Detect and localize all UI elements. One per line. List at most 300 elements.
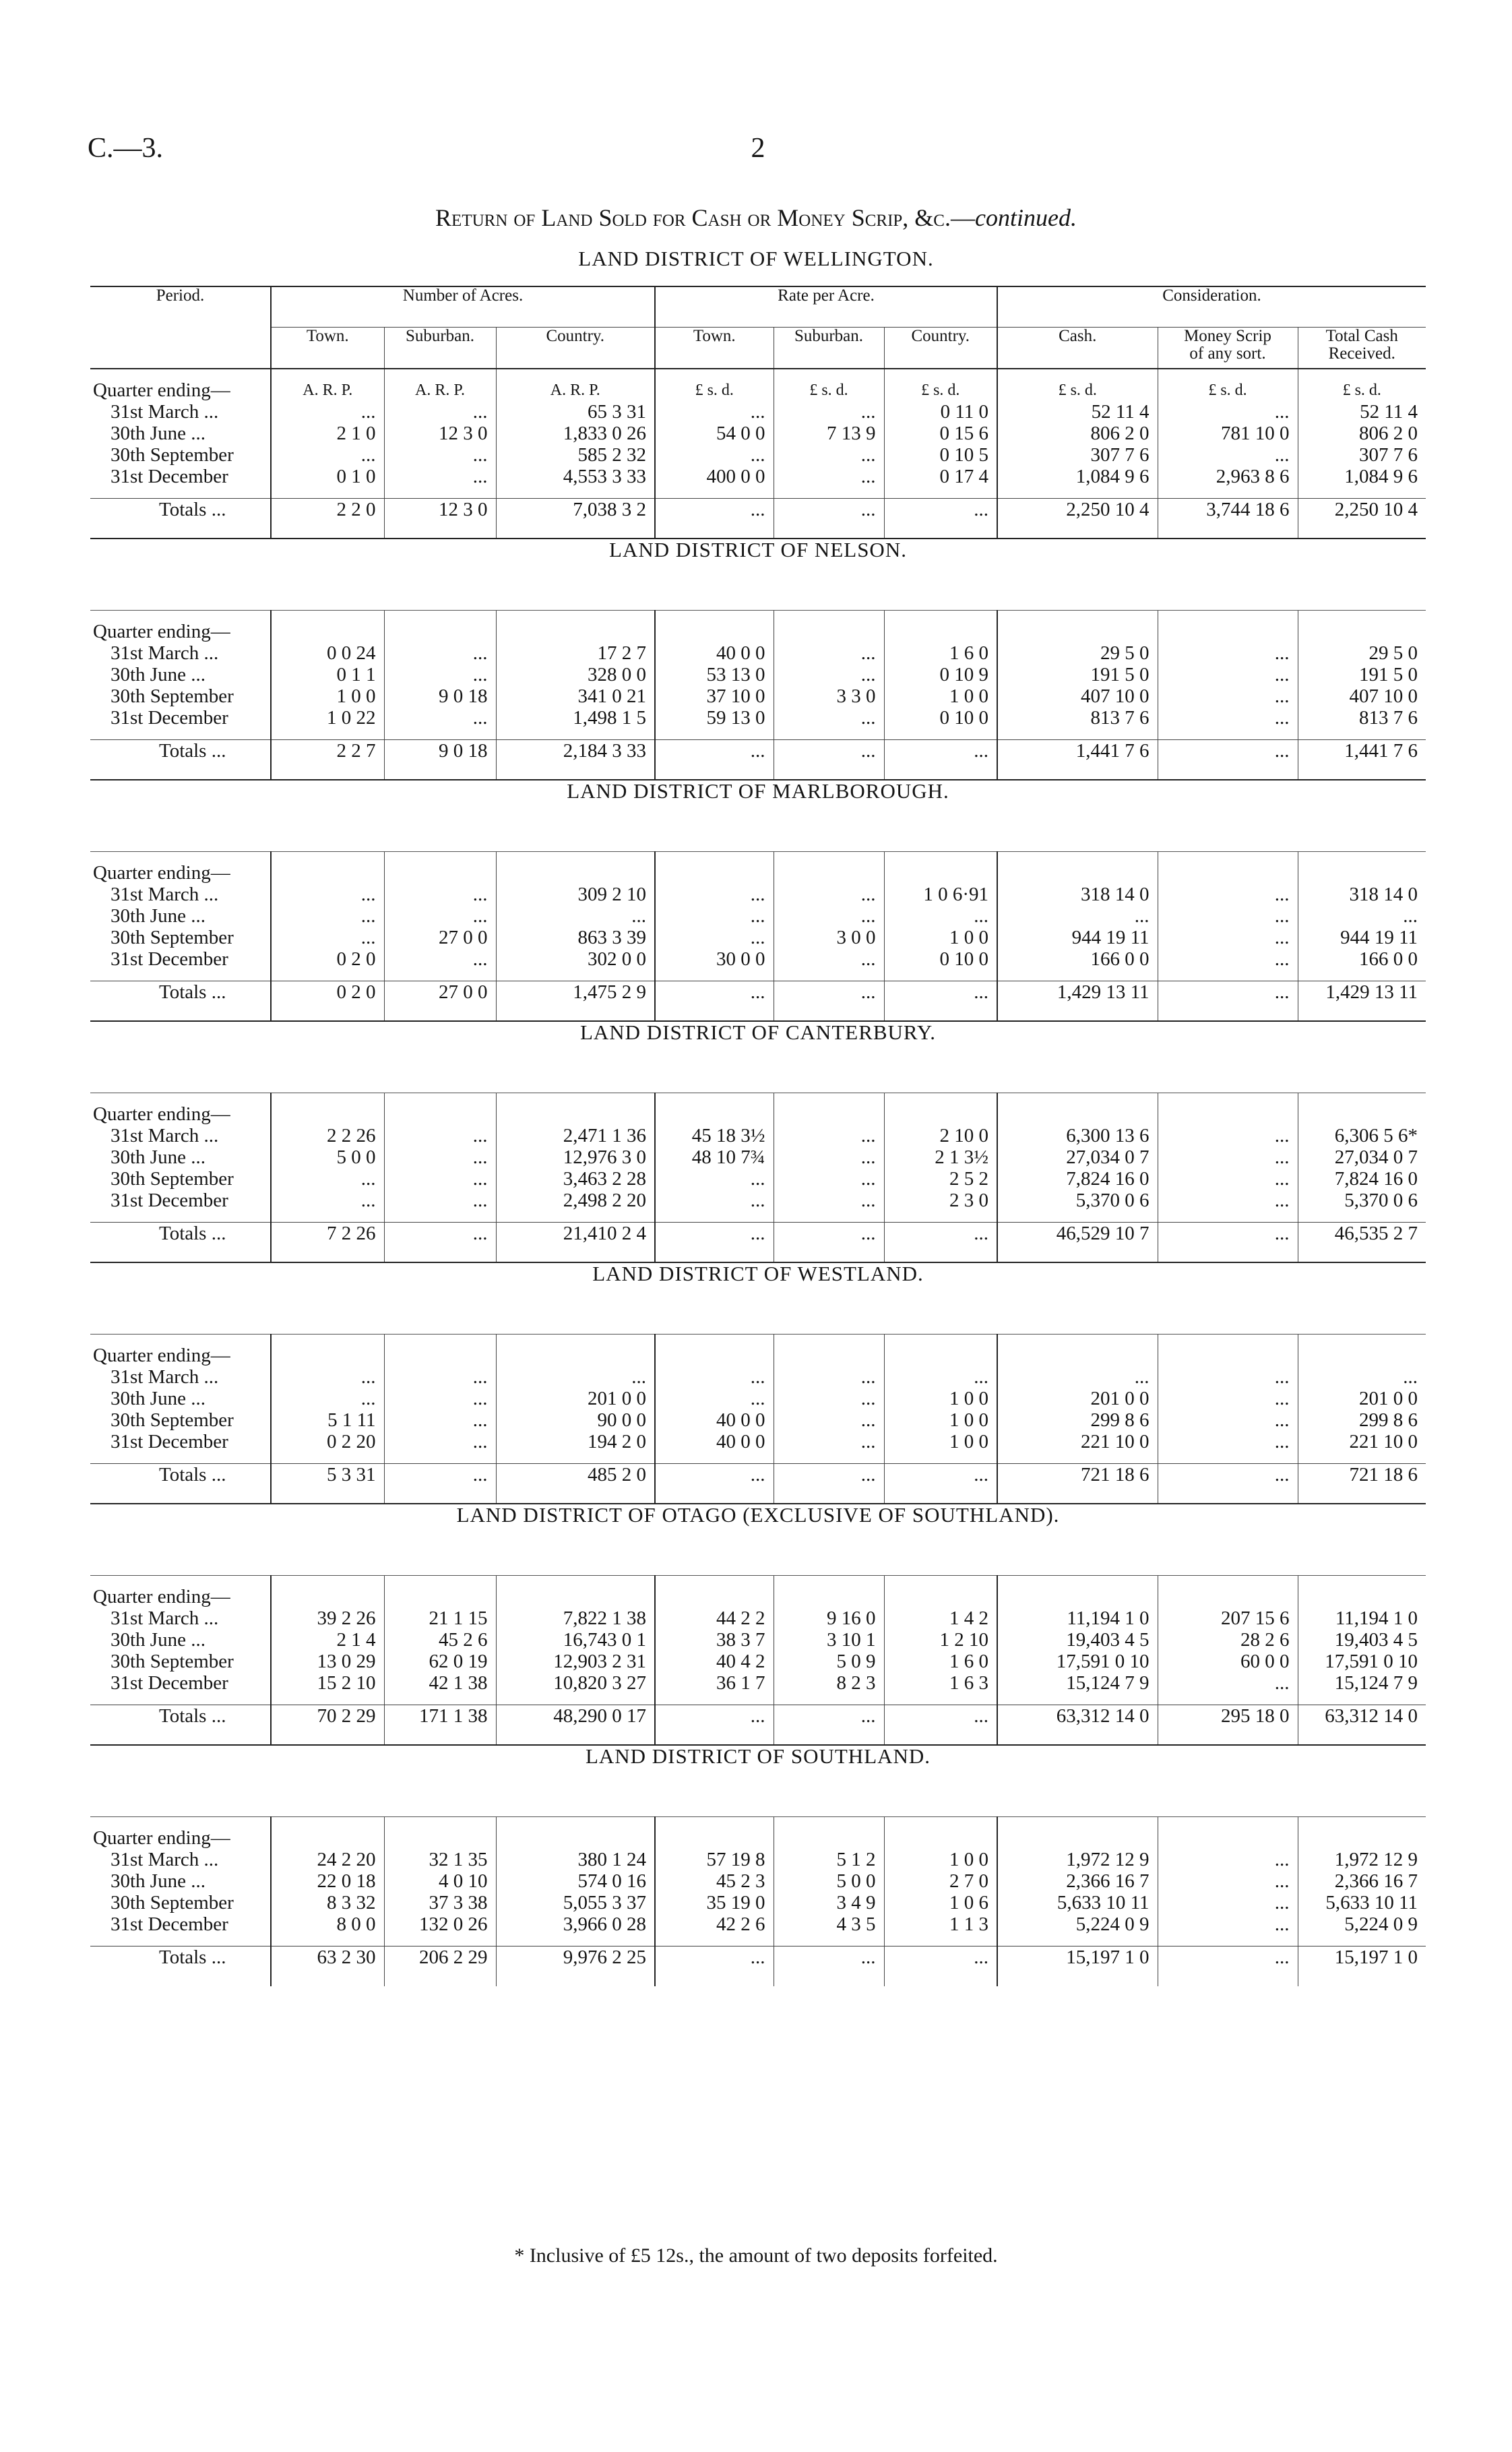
- period-cell: 30th September: [111, 927, 234, 948]
- table-row: [90, 1870, 1426, 1892]
- totals-label: Totals ...: [90, 1463, 271, 1504]
- spacer-cell: [90, 851, 271, 862]
- totals-cell: 63,312 14 0: [997, 1705, 1158, 1745]
- value-cell: 5,370 0 6: [1298, 1190, 1426, 1211]
- district-heading: LAND DISTRICT OF NELSON.: [90, 539, 1426, 610]
- total-line-2: Received.: [1328, 344, 1395, 363]
- value-cell: 3,966 0 28: [496, 1913, 655, 1935]
- value-cell: ...: [1158, 927, 1298, 948]
- scrip-line-1: Money Scrip: [1184, 327, 1271, 345]
- spacer-cell: [774, 729, 884, 739]
- value-cell: 341 0 21: [496, 685, 655, 707]
- value-cell: ...: [384, 905, 496, 927]
- quarter-heading-row: [90, 1586, 1426, 1607]
- period-cell: 30th June ...: [111, 1146, 206, 1168]
- spacer-cell: [90, 1575, 271, 1586]
- value-cell: 5 0 9: [774, 1651, 884, 1672]
- value-cell: 407 10 0: [997, 685, 1158, 707]
- spacer-cell: [271, 1935, 384, 1946]
- value-cell: ...: [1158, 1849, 1298, 1870]
- value-cell: 40 0 0: [655, 1409, 774, 1431]
- value-cell: 3 10 1: [774, 1629, 884, 1651]
- value-cell: 5 0 0: [271, 1146, 384, 1168]
- value-cell: 194 2 0: [496, 1431, 655, 1452]
- page-header: [88, 132, 1428, 173]
- value-cell: 944 19 11: [997, 927, 1158, 948]
- page-number: 2: [751, 133, 765, 164]
- spacer-cell: [90, 1452, 271, 1463]
- value-cell: 299 8 6: [1298, 1409, 1426, 1431]
- table-row: [90, 664, 1426, 685]
- spacer-cell: [384, 487, 496, 498]
- quarter-heading: Quarter ending—: [93, 621, 230, 642]
- value-cell: 12 3 0: [384, 423, 496, 444]
- value-cell: 0 10 9: [884, 664, 997, 685]
- totals-cell: ...: [1158, 739, 1298, 780]
- spacer-cell: [90, 1334, 271, 1345]
- totals-cell: ...: [1158, 981, 1298, 1021]
- spacer-cell: [1158, 851, 1298, 862]
- spacer-cell: [997, 1935, 1158, 1946]
- value-cell: 29 5 0: [997, 642, 1158, 664]
- totals-cell: 9 0 18: [384, 739, 496, 780]
- value-cell: 5,633 10 11: [1298, 1892, 1426, 1913]
- totals-label: Totals ...: [90, 1222, 271, 1262]
- column-header-suburban: Suburban.: [774, 327, 884, 369]
- spacer-cell: [1158, 1211, 1298, 1222]
- totals-cell: ...: [884, 739, 997, 780]
- title-main: Return of Land Sold for Cash or Money Scrip, &c.—: [435, 204, 975, 231]
- page-reference: C.—3.: [88, 133, 164, 164]
- spacer-cell: [496, 1211, 655, 1222]
- table-row: [90, 1146, 1426, 1168]
- value-cell: 28 2 6: [1158, 1629, 1298, 1651]
- district-heading-row: [90, 1504, 1426, 1575]
- period-cell: 30th June ...: [111, 1388, 206, 1409]
- value-cell: 5,370 0 6: [997, 1190, 1158, 1211]
- totals-cell: 2,250 10 4: [997, 498, 1158, 539]
- value-cell: 328 0 0: [496, 664, 655, 685]
- value-cell: 2,963 8 6: [1158, 466, 1298, 487]
- unit-label: [997, 1103, 1158, 1125]
- value-cell: 5 1 2: [774, 1849, 884, 1870]
- value-cell: ...: [774, 1388, 884, 1409]
- value-cell: ...: [774, 905, 884, 927]
- table-row: [90, 1651, 1426, 1672]
- period-cell: 31st December: [111, 1672, 228, 1694]
- unit-label: [271, 1586, 384, 1607]
- totals-cell: ...: [655, 981, 774, 1021]
- value-cell: 806 2 0: [1298, 423, 1426, 444]
- spacer-cell: [884, 1093, 997, 1103]
- period-cell: 31st March ...: [111, 1607, 219, 1629]
- value-cell: 3,463 2 28: [496, 1168, 655, 1190]
- totals-cell: 48,290 0 17: [496, 1705, 655, 1745]
- quarter-heading-row: [90, 1345, 1426, 1366]
- value-cell: ...: [1298, 905, 1426, 927]
- district-heading-row: [90, 539, 1426, 610]
- period-cell: 30th June ...: [111, 905, 206, 927]
- quarter-heading: Quarter ending—: [93, 1827, 230, 1849]
- value-cell: 0 11 0: [884, 401, 997, 423]
- unit-label: [1158, 621, 1298, 642]
- totals-cell: ...: [384, 1222, 496, 1262]
- value-cell: 12,903 2 31: [496, 1651, 655, 1672]
- unit-label: [655, 1345, 774, 1366]
- value-cell: ...: [384, 1125, 496, 1146]
- spacer-cell: [774, 1816, 884, 1827]
- spacer-cell: [1158, 1575, 1298, 1586]
- header-row-groups: [90, 286, 1426, 327]
- period-cell: 31st March ...: [111, 1849, 219, 1870]
- spacer-cell: [1298, 1334, 1426, 1345]
- table-row: [90, 1409, 1426, 1431]
- totals-cell: 46,535 2 7: [1298, 1222, 1426, 1262]
- totals-cell: 485 2 0: [496, 1463, 655, 1504]
- value-cell: 1 0 0: [884, 685, 997, 707]
- totals-cell: 21,410 2 4: [496, 1222, 655, 1262]
- unit-label: [655, 1103, 774, 1125]
- value-cell: ...: [271, 444, 384, 466]
- unit-label: [884, 1345, 997, 1366]
- spacer-cell: [1158, 729, 1298, 739]
- total-line-1: Total Cash: [1325, 327, 1398, 345]
- spacer-cell: [774, 1334, 884, 1345]
- totals-cell: ...: [384, 1463, 496, 1504]
- totals-cell: ...: [774, 498, 884, 539]
- spacer-cell: [655, 1334, 774, 1345]
- totals-cell: 7,038 3 2: [496, 498, 655, 539]
- value-cell: ...: [496, 1366, 655, 1388]
- totals-cell: ...: [884, 1463, 997, 1504]
- unit-label: [997, 862, 1158, 884]
- value-cell: ...: [384, 1168, 496, 1190]
- totals-row: [90, 1222, 1426, 1262]
- value-cell: 17,591 0 10: [997, 1651, 1158, 1672]
- value-cell: 48 10 7¾: [655, 1146, 774, 1168]
- period-cell: 31st December: [111, 1431, 228, 1452]
- spacer-cell: [496, 1816, 655, 1827]
- value-cell: ...: [496, 905, 655, 927]
- spacer-cell: [1298, 1816, 1426, 1827]
- district-heading: LAND DISTRICT OF OTAGO (EXCLUSIVE OF SOUTHLAND).: [90, 1504, 1426, 1575]
- spacer-cell: [496, 1935, 655, 1946]
- spacer-cell: [271, 1334, 384, 1345]
- value-cell: 9 0 18: [384, 685, 496, 707]
- spacer-cell: [884, 1211, 997, 1222]
- table-row: [90, 444, 1426, 466]
- value-cell: 2 1 3½: [884, 1146, 997, 1168]
- spacer-cell: [271, 851, 384, 862]
- value-cell: 1 0 0: [271, 685, 384, 707]
- column-header-town: Town.: [655, 327, 774, 369]
- value-cell: 0 2 0: [271, 948, 384, 970]
- district-heading-row: [90, 1745, 1426, 1816]
- column-header-town: Town.: [271, 327, 384, 369]
- unit-label: [271, 1103, 384, 1125]
- value-cell: ...: [384, 401, 496, 423]
- value-cell: 1 2 10: [884, 1629, 997, 1651]
- value-cell: 1 4 2: [884, 1607, 997, 1629]
- spacer-row: [90, 1935, 1426, 1946]
- unit-label: [1298, 1586, 1426, 1607]
- value-cell: 318 14 0: [1298, 884, 1426, 905]
- value-cell: 309 2 10: [496, 884, 655, 905]
- value-cell: ...: [1158, 401, 1298, 423]
- value-cell: ...: [774, 444, 884, 466]
- value-cell: 201 0 0: [496, 1388, 655, 1409]
- value-cell: ...: [655, 444, 774, 466]
- spacer-cell: [997, 970, 1158, 981]
- value-cell: 5 1 11: [271, 1409, 384, 1431]
- value-cell: ...: [384, 1431, 496, 1452]
- spacer-cell: [655, 851, 774, 862]
- value-cell: 0 1 1: [271, 664, 384, 685]
- value-cell: 0 2 20: [271, 1431, 384, 1452]
- quarter-heading: Quarter ending—: [93, 862, 230, 884]
- period-cell: 31st March ...: [111, 1366, 219, 1388]
- value-cell: 17,591 0 10: [1298, 1651, 1426, 1672]
- spacer-cell: [884, 610, 997, 621]
- unit-label: [384, 862, 496, 884]
- totals-row: [90, 981, 1426, 1021]
- spacer-cell: [496, 1334, 655, 1345]
- unit-label: [384, 621, 496, 642]
- value-cell: 2 10 0: [884, 1125, 997, 1146]
- value-cell: 4,553 3 33: [496, 466, 655, 487]
- table-row: [90, 1672, 1426, 1694]
- value-cell: ...: [384, 1190, 496, 1211]
- unit-label: [774, 621, 884, 642]
- period-cell: 30th June ...: [111, 1629, 206, 1651]
- table-row: [90, 1125, 1426, 1146]
- spacer-cell: [774, 1935, 884, 1946]
- value-cell: 7,824 16 0: [1298, 1168, 1426, 1190]
- value-cell: ...: [384, 948, 496, 970]
- spacer-row: [90, 970, 1426, 981]
- value-cell: ...: [1158, 1431, 1298, 1452]
- value-cell: ...: [384, 642, 496, 664]
- district-heading-row: [90, 780, 1426, 851]
- value-cell: 19,403 4 5: [997, 1629, 1158, 1651]
- spacer-cell: [655, 1575, 774, 1586]
- value-cell: 17 2 7: [496, 642, 655, 664]
- value-cell: ...: [1158, 1125, 1298, 1146]
- value-cell: 27,034 0 7: [1298, 1146, 1426, 1168]
- unit-label: [496, 862, 655, 884]
- spacer-cell: [655, 1093, 774, 1103]
- district-heading-row: [90, 1262, 1426, 1334]
- unit-label: [1298, 1103, 1426, 1125]
- value-cell: ...: [655, 905, 774, 927]
- spacer-cell: [884, 487, 997, 498]
- spacer-cell: [271, 970, 384, 981]
- spacer-cell: [997, 1093, 1158, 1103]
- totals-cell: ...: [655, 1463, 774, 1504]
- spacer-row: [90, 369, 1426, 379]
- value-cell: ...: [384, 1409, 496, 1431]
- spacer-cell: [774, 369, 884, 379]
- land-sales-table: [90, 286, 1426, 1986]
- value-cell: ...: [1158, 905, 1298, 927]
- spacer-cell: [655, 369, 774, 379]
- spacer-cell: [90, 369, 271, 379]
- unit-label: [774, 1586, 884, 1607]
- spacer-cell: [997, 610, 1158, 621]
- value-cell: ...: [1158, 642, 1298, 664]
- spacer-row: [90, 1452, 1426, 1463]
- value-cell: 4 0 10: [384, 1870, 496, 1892]
- value-cell: 781 10 0: [1158, 423, 1298, 444]
- value-cell: 38 3 7: [655, 1629, 774, 1651]
- unit-label: [655, 1586, 774, 1607]
- spacer-cell: [997, 369, 1158, 379]
- totals-cell: 721 18 6: [1298, 1463, 1426, 1504]
- column-header-suburban: Suburban.: [384, 327, 496, 369]
- value-cell: 1 1 3: [884, 1913, 997, 1935]
- totals-cell: ...: [884, 1946, 997, 1986]
- spacer-cell: [1298, 1452, 1426, 1463]
- value-cell: ...: [1158, 1892, 1298, 1913]
- unit-label: A. R. P.: [384, 379, 496, 401]
- spacer-cell: [884, 1694, 997, 1705]
- totals-row: [90, 739, 1426, 780]
- value-cell: ...: [774, 884, 884, 905]
- totals-cell: ...: [1158, 1222, 1298, 1262]
- value-cell: 3 3 0: [774, 685, 884, 707]
- value-cell: 42 2 6: [655, 1913, 774, 1935]
- spacer-cell: [1298, 970, 1426, 981]
- spacer-cell: [1298, 1093, 1426, 1103]
- column-header-total-cash: [1298, 327, 1426, 369]
- unit-label: [774, 1827, 884, 1849]
- table-row: [90, 1388, 1426, 1409]
- spacer-cell: [1298, 487, 1426, 498]
- value-cell: 2 7 0: [884, 1870, 997, 1892]
- period-cell: 31st March ...: [111, 401, 219, 423]
- spacer-row: [90, 487, 1426, 498]
- period-cell: 31st March ...: [111, 1125, 219, 1146]
- value-cell: 1 0 0: [884, 1431, 997, 1452]
- value-cell: 1,084 9 6: [997, 466, 1158, 487]
- value-cell: ...: [774, 664, 884, 685]
- value-cell: ...: [271, 1366, 384, 1388]
- spacer-cell: [1298, 610, 1426, 621]
- totals-cell: ...: [655, 1705, 774, 1745]
- totals-cell: 171 1 38: [384, 1705, 496, 1745]
- value-cell: ...: [1158, 948, 1298, 970]
- value-cell: 1 6 3: [884, 1672, 997, 1694]
- totals-cell: ...: [884, 498, 997, 539]
- spacer-cell: [774, 851, 884, 862]
- unit-label: [496, 621, 655, 642]
- value-cell: 0 1 0: [271, 466, 384, 487]
- totals-cell: 1,441 7 6: [997, 739, 1158, 780]
- value-cell: 400 0 0: [655, 466, 774, 487]
- value-cell: 40 4 2: [655, 1651, 774, 1672]
- value-cell: ...: [384, 1366, 496, 1388]
- value-cell: 30 0 0: [655, 948, 774, 970]
- period-cell: 31st December: [111, 466, 228, 487]
- spacer-cell: [1298, 369, 1426, 379]
- unit-label: [384, 1103, 496, 1125]
- table-row: [90, 1168, 1426, 1190]
- district-heading: LAND DISTRICT OF MARLBOROUGH.: [90, 780, 1426, 851]
- value-cell: 7 13 9: [774, 423, 884, 444]
- value-cell: 32 1 35: [384, 1849, 496, 1870]
- value-cell: 201 0 0: [997, 1388, 1158, 1409]
- totals-cell: ...: [774, 1222, 884, 1262]
- spacer-cell: [271, 487, 384, 498]
- spacer-cell: [884, 1452, 997, 1463]
- value-cell: ...: [774, 1366, 884, 1388]
- totals-cell: 70 2 29: [271, 1705, 384, 1745]
- value-cell: ...: [384, 707, 496, 729]
- value-cell: 27,034 0 7: [997, 1146, 1158, 1168]
- spacer-cell: [496, 610, 655, 621]
- value-cell: ...: [1298, 1366, 1426, 1388]
- totals-label: Totals ...: [90, 1946, 271, 1986]
- unit-label: [496, 1586, 655, 1607]
- spacer-cell: [997, 1816, 1158, 1827]
- value-cell: 201 0 0: [1298, 1388, 1426, 1409]
- totals-cell: 721 18 6: [997, 1463, 1158, 1504]
- value-cell: 191 5 0: [997, 664, 1158, 685]
- table-row: [90, 423, 1426, 444]
- totals-cell: ...: [1158, 1946, 1298, 1986]
- value-cell: ...: [774, 1431, 884, 1452]
- value-cell: 44 2 2: [655, 1607, 774, 1629]
- value-cell: 207 15 6: [1158, 1607, 1298, 1629]
- table-row: [90, 905, 1426, 927]
- spacer-row: [90, 1211, 1426, 1222]
- unit-label: [384, 1827, 496, 1849]
- value-cell: 11,194 1 0: [1298, 1607, 1426, 1629]
- value-cell: 1,498 1 5: [496, 707, 655, 729]
- value-cell: 13 0 29: [271, 1651, 384, 1672]
- unit-label: £ s. d.: [884, 379, 997, 401]
- spacer-cell: [496, 1575, 655, 1586]
- quarter-heading: Quarter ending—: [93, 1586, 230, 1607]
- value-cell: 60 0 0: [1158, 1651, 1298, 1672]
- period-cell: 30th June ...: [111, 664, 206, 685]
- period-cell: 30th June ...: [111, 1870, 206, 1892]
- value-cell: 302 0 0: [496, 948, 655, 970]
- value-cell: ...: [884, 1366, 997, 1388]
- spacer-cell: [384, 1093, 496, 1103]
- totals-cell: ...: [774, 1946, 884, 1986]
- table-row: [90, 927, 1426, 948]
- spacer-cell: [1158, 1093, 1298, 1103]
- value-cell: 8 0 0: [271, 1913, 384, 1935]
- value-cell: 191 5 0: [1298, 664, 1426, 685]
- spacer-cell: [997, 851, 1158, 862]
- spacer-cell: [884, 970, 997, 981]
- spacer-cell: [774, 1575, 884, 1586]
- value-cell: 22 0 18: [271, 1870, 384, 1892]
- totals-cell: 1,441 7 6: [1298, 739, 1426, 780]
- table-row: [90, 1190, 1426, 1211]
- spacer-cell: [271, 1694, 384, 1705]
- value-cell: ...: [655, 1190, 774, 1211]
- spacer-cell: [884, 729, 997, 739]
- unit-label: A. R. P.: [496, 379, 655, 401]
- totals-cell: 15,197 1 0: [1298, 1946, 1426, 1986]
- spacer-cell: [496, 729, 655, 739]
- spacer-cell: [384, 970, 496, 981]
- spacer-cell: [655, 1452, 774, 1463]
- totals-cell: ...: [774, 739, 884, 780]
